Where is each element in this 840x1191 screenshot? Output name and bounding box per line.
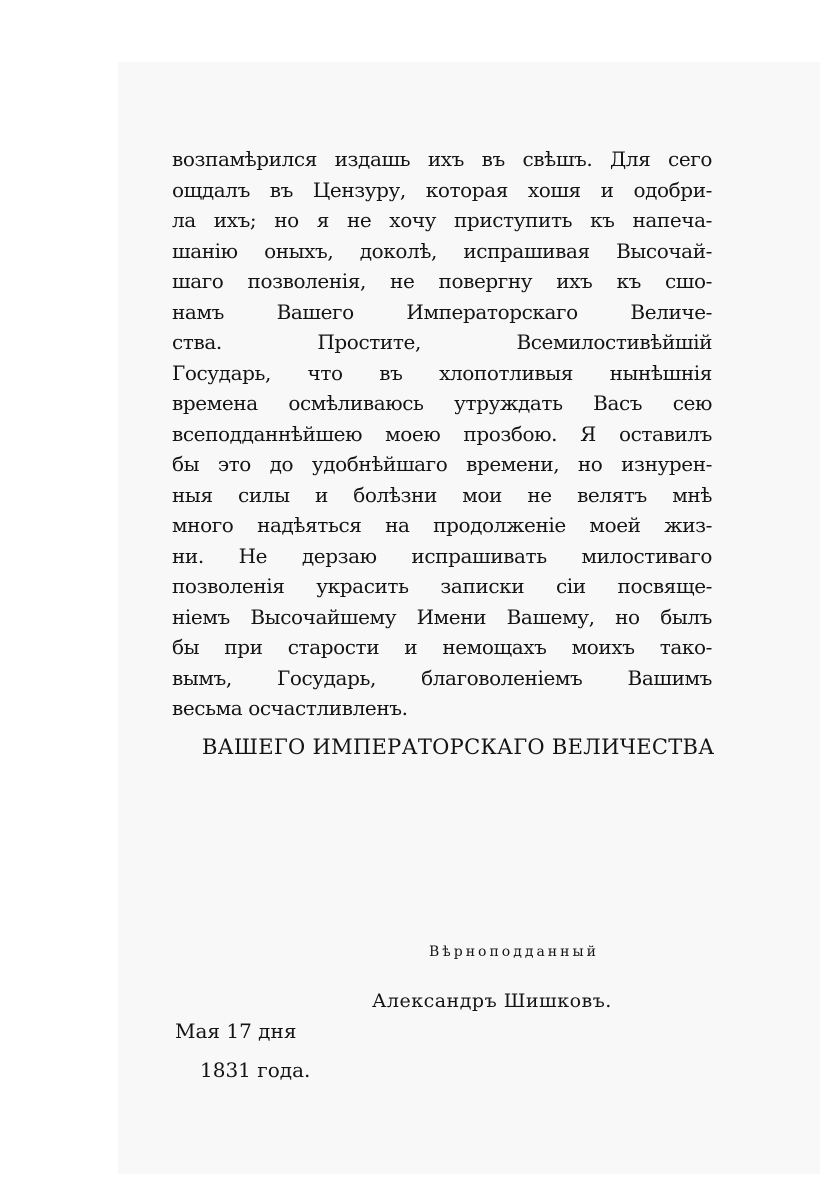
body-line: бы это до удобнѣйшаго времени, но изнурен- [172,452,712,476]
body-line: позволенія украсить записки сіи посвяще- [172,574,712,598]
body-line: ныя силы и болѣзни мои не велятъ мнѣ [172,482,712,507]
body-line: шанію оныхъ, доколѣ, испрашивая Высочай- [172,238,712,263]
body-line: Государь, что въ хлопотливыя нынѣшнія [172,360,712,385]
body-line: намъ Вашего Императорскаго Величе- [172,299,712,324]
body-line: ни. Не дерзаю испрашивать милостиваго [172,543,712,568]
body-line: ства. Простите, Всемилостивѣйшій [172,330,712,354]
body-line: бы при старости и немощахъ моихъ тако- [172,635,712,659]
signature-title: Вѣрноподданный [429,944,599,960]
body-line: шаго позволенія, не повергну ихъ къ сшо- [172,269,712,293]
body-line: много надѣяться на продолженіе моей жиз- [172,513,712,537]
date-year: 1831 года. [200,1058,311,1082]
body-line: ощдалъ въ Цензуру, которая хошя и одобри- [172,177,712,202]
signature-name: Александръ Шишковъ. [372,990,612,1012]
date-day: Мая 17 дня [175,1019,297,1043]
dedication-heading: ВАШЕГО ИМПЕРАТОРСКАГО ВЕЛИЧЕСТВА [202,735,715,759]
body-line: времена осмѣливаюсь утруждать Васъ сею [172,391,712,415]
body-line: вымъ, Государь, благоволеніемъ Вашимъ [172,665,712,690]
body-text [172,144,712,724]
body-line: возпамѣрился издашь ихъ въ свѣшъ. Для сего [172,147,712,171]
body-line: ла ихъ; но я не хочу приступить къ напеча- [172,208,712,232]
body-line: всеподданнѣйшею моею прозбою. Я оставилъ [172,421,712,446]
body-line: весьма осчастливленъ. [172,696,408,720]
body-line: ніемъ Высочайшему Имени Вашему, но былъ [172,604,712,629]
